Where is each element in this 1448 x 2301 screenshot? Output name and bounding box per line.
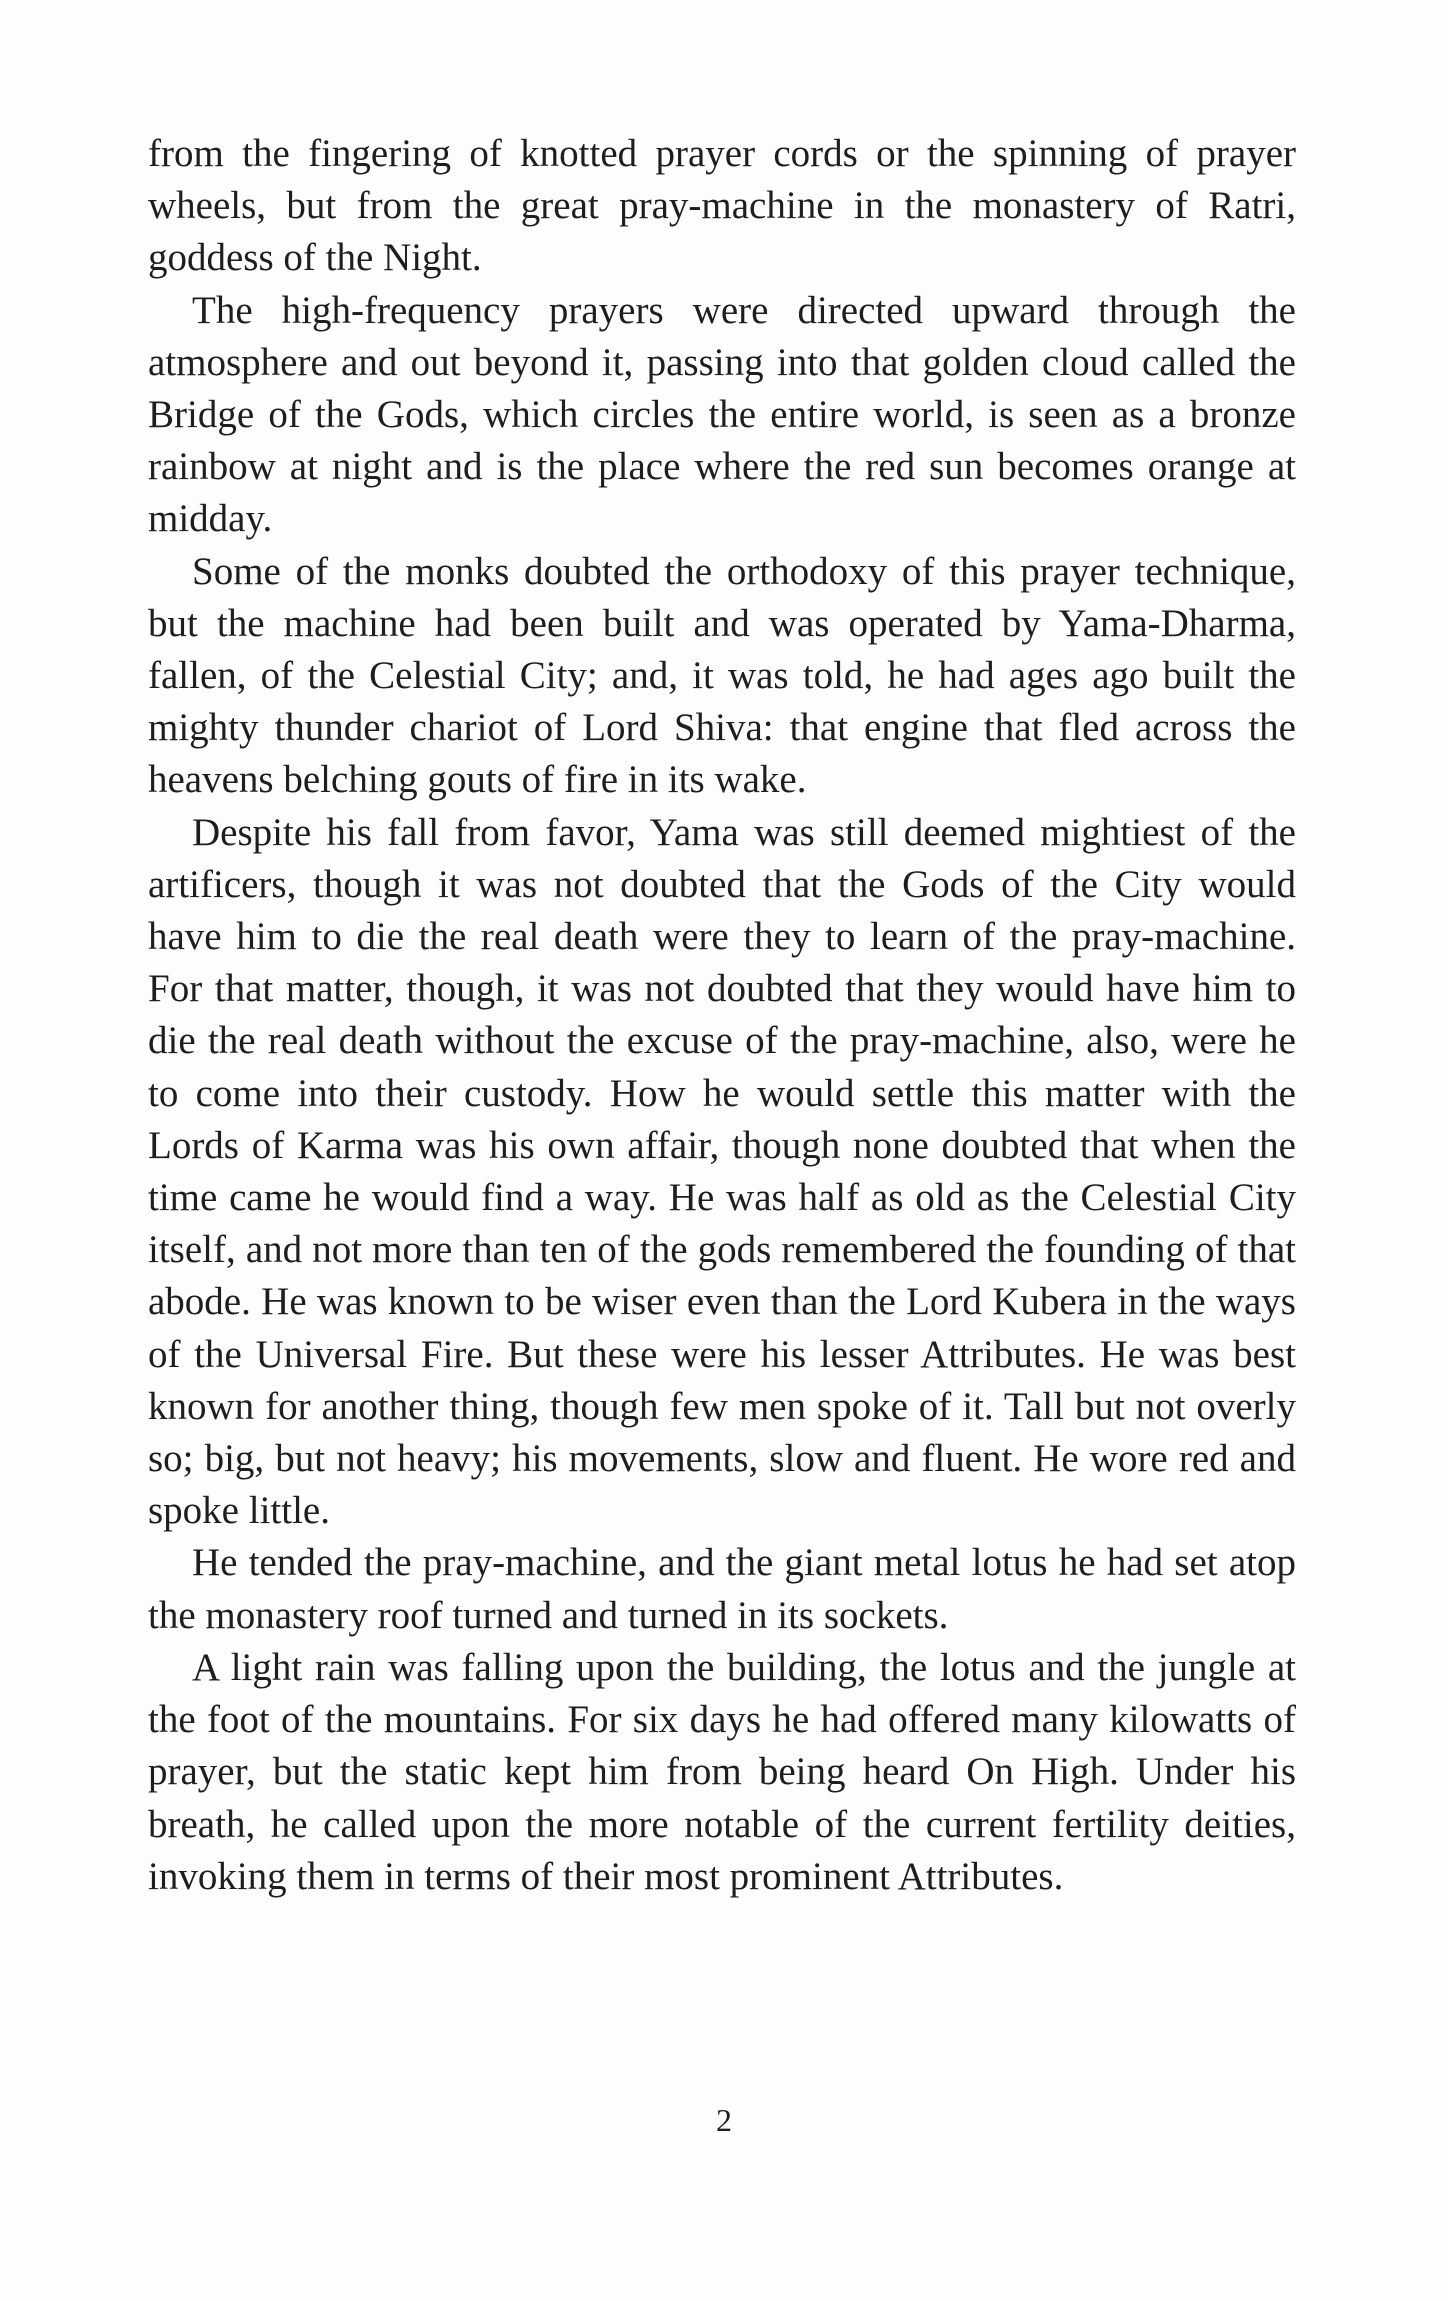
page-number: 2 [716, 2102, 732, 2138]
body-text [148, 128, 1296, 1903]
paragraph-yama-fall-from-favor: Despite his fall from favor, Yama was still deemed mightiest of the artificers, though it was not doubted that the Gods of the City would have him to die the real death were they to learn of the pray-machine. For that matter, though, it was not doubted that they would have him to die the real death without the excuse of the pray-machine, also, were he to come into their custody. How he would settle this matter with the Lords of Karma was his own affair, though none doubted that when the time came he would find a way. He was half as old as the Celestial City itself, and not more than ten of the gods remembered the founding of that abode. He was known to be wiser even than the Lord Kubera in the ways of the Universal Fire. But these were his lesser Attributes. He was best known for another thing, though few men spoke of it. Tall but not overly so; big, but not heavy; his movements, slow and fluent. He wore red and spoke little. [148, 810, 1296, 1533]
paragraph-tended-pray-machine: He tended the pray-machine, and the giant metal lotus he had set atop the monastery roof turned and turned in its sockets. [148, 1541, 1296, 1637]
paragraph-high-frequency-prayers: The high-frequency prayers were directed upward through the atmosphere and out beyond it, passing into that golden cloud called the Bridge of the Gods, which circles the entire world, is seen as a bronze rainbow at night and is the place where the red sun becomes orange at midday. [148, 288, 1296, 541]
paragraph-light-rain: A light rain was falling upon the building, the lotus and the jungle at the foot of the mountains. For six days he had offered many kilowatts of prayer, but the static kept him from being heard On High. Under his breath, he called upon the more notable of the current fertility deities, invoking them in terms of their most prominent Attributes. [148, 1645, 1296, 1898]
paragraph-monks-doubted: Some of the monks doubted the orthodoxy of this prayer technique, but the machine had been built and was operated by Yama-Dharma, fallen, of the Celestial City; and, it was told, he had ages ago built the mighty thunder chariot of Lord Shiva: that engine that fled across the heavens belching gouts of fire in its wake. [148, 549, 1296, 802]
paragraph-continuation: from the fingering of knotted prayer cords or the spinning of prayer wheels, but from the great pray-machine in the monastery of Ratri, goddess of the Night. [148, 132, 1296, 280]
